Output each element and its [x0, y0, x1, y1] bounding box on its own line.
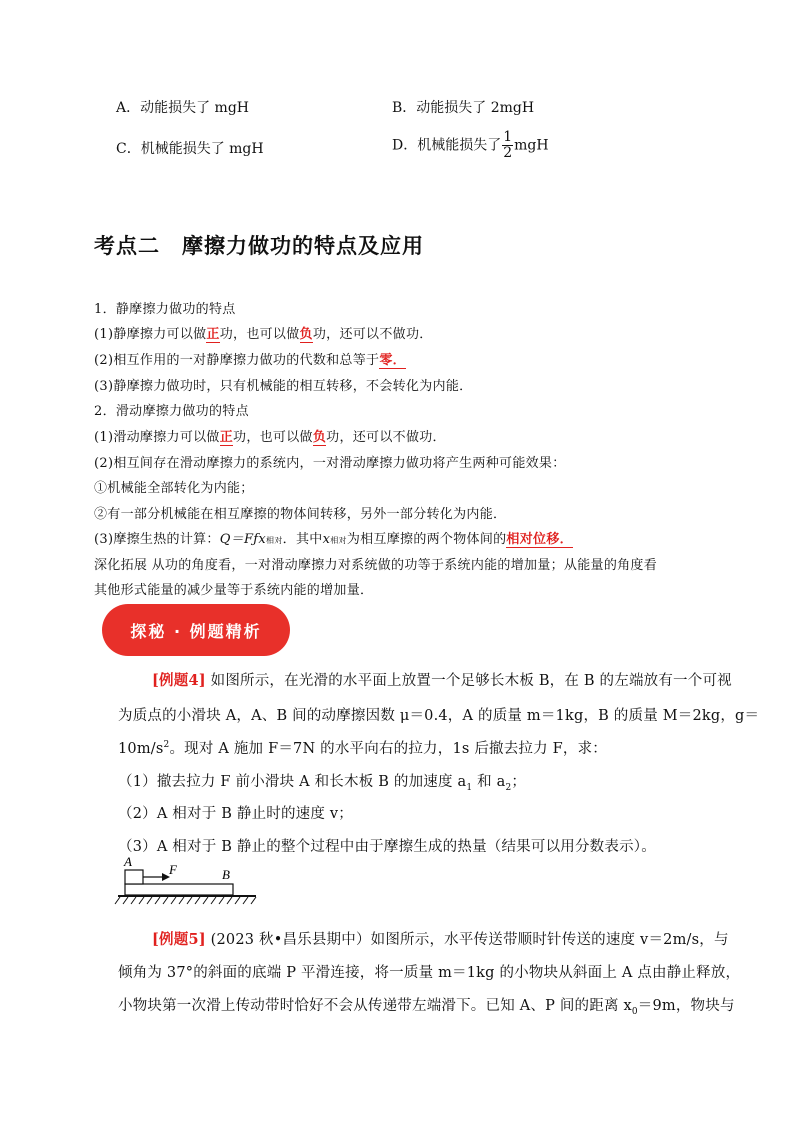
keyword-negative-2: 负	[312, 430, 327, 445]
section-number: 考点二	[94, 234, 160, 258]
deep-expansion-line-1: 深化拓展 从功的角度看，一对滑动摩擦力对系统做的功等于系统内能的增加量；从能量的角度看	[94, 558, 658, 573]
keyword-zero: 零．	[379, 353, 406, 368]
example4-line-2: 为质点的小滑块 A，A、B 间的动摩擦因数 μ＝0.4，A 的质量 m＝1kg，B 的质量 M＝2kg，g＝	[118, 708, 760, 724]
keyword-relative-displacement: 相对位移．	[506, 532, 573, 547]
fraction-one-half	[502, 130, 513, 161]
section-name: 摩擦力做功的特点及应用	[182, 234, 424, 258]
block-a	[125, 870, 143, 884]
example4-question-2: （2）A 相对于 B 静止时的速度 v；	[118, 806, 353, 822]
fraction-denominator: 2	[503, 145, 513, 161]
heat-formula: Q＝Fƒx	[219, 532, 267, 547]
block-board-diagram	[112, 852, 260, 910]
example4-tag: [例题4]	[152, 672, 206, 689]
sliding-line-1: (1)滑动摩擦力可以做正功，也可以做负功，还可以不做功．	[94, 430, 446, 445]
sliding-line-5: (3)摩擦生热的计算：Q＝Fƒx相对．其中x相对为相互摩擦的两个物体间的相对位移．	[94, 532, 573, 547]
static-heading: 1．静摩擦力做功的特点	[94, 302, 236, 317]
section-title	[94, 230, 424, 260]
sliding-line-3: ①机械能全部转化为内能；	[94, 481, 254, 496]
example-analysis-banner: 探秘 · 例题精析	[102, 604, 290, 656]
keyword-negative: 负	[299, 327, 313, 342]
sliding-line-4: ②有一部分机械能在相互摩擦的物体间转移，另外一部分转化为内能．	[94, 507, 507, 522]
sliding-heading: 2．滑动摩擦力做功的特点	[94, 404, 249, 419]
example5-line-3: 小物块第一次滑上传动带时恰好不会从传递带左端滑下。已知 A、P 间的距离 $x_0=9m$，物块与	[118, 998, 735, 1017]
label-b: B	[222, 867, 230, 882]
label-f: F	[169, 862, 177, 877]
label-a: A	[124, 854, 132, 869]
example4-line-3: $10m/s^2$。现对 A 施加 F＝7N 的水平向右的拉力，1s 后撤去拉力 F，求：	[118, 740, 607, 757]
example4-question-3: （3）A 相对于 B 静止的整个过程中由于摩擦生成的热量（结果可以用分数表示）。	[118, 839, 656, 855]
option-c: C．机械能损失了 mgH	[116, 141, 264, 157]
example5-line-2: 倾角为 37°的斜面的底端 P 平滑连接，将一质量 m＝1kg 的小物块从斜面上 A 点由静止释放，	[118, 965, 741, 981]
example4-question-1: （1）撤去拉力 F 前小滑块 A 和长木板 B 的加速度 $a_1$ 和 $a_2$；	[118, 774, 527, 793]
option-d-suffix: mgH	[514, 137, 549, 154]
fraction-numerator: 1	[503, 129, 513, 145]
example5-tag: [例题5]	[152, 931, 206, 948]
static-line-3: (3)静摩擦力做功时，只有机械能的相互转移，不会转化为内能．	[94, 379, 473, 394]
sliding-line-2: (2)相互间存在滑动摩擦力的系统内，一对滑动摩擦力做功将产生两种可能效果：	[94, 456, 566, 471]
example5-line-1: [例题5] (2023 秋•昌乐县期中）如图所示，水平传送带顺时针传送的速度 v＝2m/s，与	[152, 931, 729, 948]
keyword-positive: 正	[206, 327, 220, 342]
static-line-1: (1)静摩擦力可以做正功，也可以做负功，还可以不做功．	[94, 327, 433, 342]
keyword-positive-2: 正	[219, 430, 234, 445]
example4-line-1: [例题4] 如图所示，在光滑的水平面上放置一个足够长木板 B，在 B 的左端放有一个可视	[152, 672, 732, 689]
ground-hatching	[115, 897, 256, 904]
option-a: A．动能损失了 mgH	[116, 100, 250, 116]
option-b: B．动能损失了 2mgH	[392, 100, 535, 116]
static-line-2: (2)相互作用的一对静摩擦力做功的代数和总等于零．	[94, 353, 406, 368]
board-b	[125, 884, 233, 895]
deep-expansion-line-2: 其他形式能量的减少量等于系统内能的增加量．	[94, 583, 374, 598]
option-d-prefix: D．机械能损失了	[392, 137, 502, 154]
option-d	[392, 130, 549, 161]
